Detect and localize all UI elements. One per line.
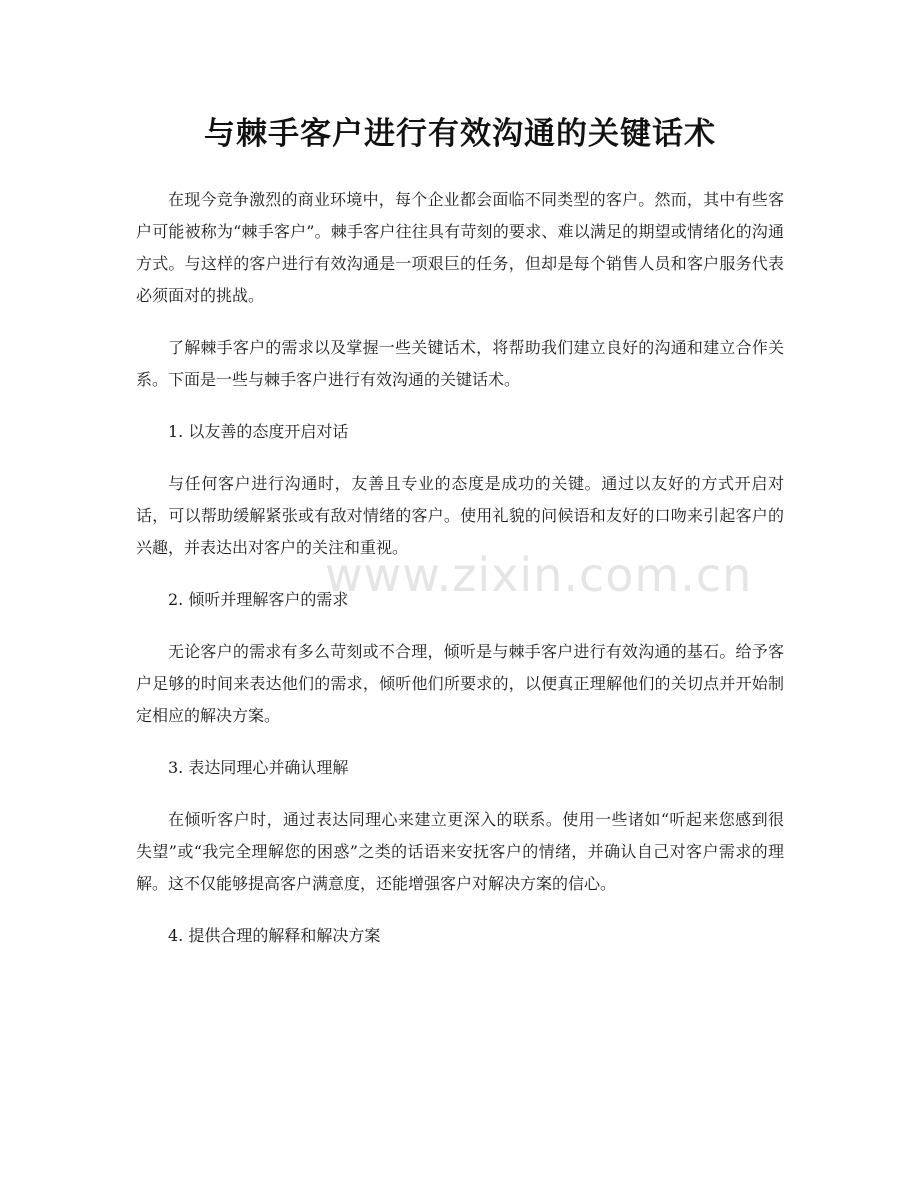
paragraph-section-1: 与任何客户进行沟通时，友善且专业的态度是成功的关键。通过以友好的方式开启对话，可以帮助缓解紧张或有敌对情绪的客户。使用礼貌的问候语和友好的口吻来引起客户的兴趣，并表达出对客户的关注和重视。 (136, 474, 784, 557)
section-heading-1: 1. 以友善的态度开启对话 (168, 422, 349, 441)
paragraph-intro: 在现今竞争激烈的商业环境中，每个企业都会面临不同类型的客户。然而，其中有些客户可能被称为“棘手客户”。棘手客户往往具有苛刻的要求、难以满足的期望或情绪化的沟通方式。与这样的客户进行有效沟通是一项艰巨的任务，但却是每个销售人员和客户服务代表必须面对的挑战。 (136, 190, 784, 305)
section-heading-3: 3. 表达同理心并确认理解 (168, 758, 349, 777)
section-heading-4: 4. 提供合理的解释和解决方案 (168, 926, 381, 945)
watermark: www.zixin.com.cn (325, 548, 753, 602)
paragraph-section-3: 在倾听客户时，通过表达同理心来建立更深入的联系。使用一些诸如“听起来您感到很失望”或“我完全理解您的困惑”之类的话语来安抚客户的情绪，并确认自己对客户需求的理解。这不仅能够提高客户满意度，还能增强客户对解决方案的信心。 (136, 810, 784, 893)
paragraph-section-2: 无论客户的需求有多么苛刻或不合理，倾听是与棘手客户进行有效沟通的基石。给予客户足够的时间来表达他们的需求，倾听他们所要求的，以便真正理解他们的关切点并开始制定相应的解决方案。 (136, 642, 784, 725)
document-body (136, 184, 784, 972)
section-heading-2: 2. 倾听并理解客户的需求 (168, 590, 349, 609)
document-title: 与棘手客户进行有效沟通的关键话术 (204, 116, 716, 152)
paragraph-overview: 了解棘手客户的需求以及掌握一些关键话术，将帮助我们建立良好的沟通和建立合作关系。下面是一些与棘手客户进行有效沟通的关键话术。 (136, 338, 784, 389)
